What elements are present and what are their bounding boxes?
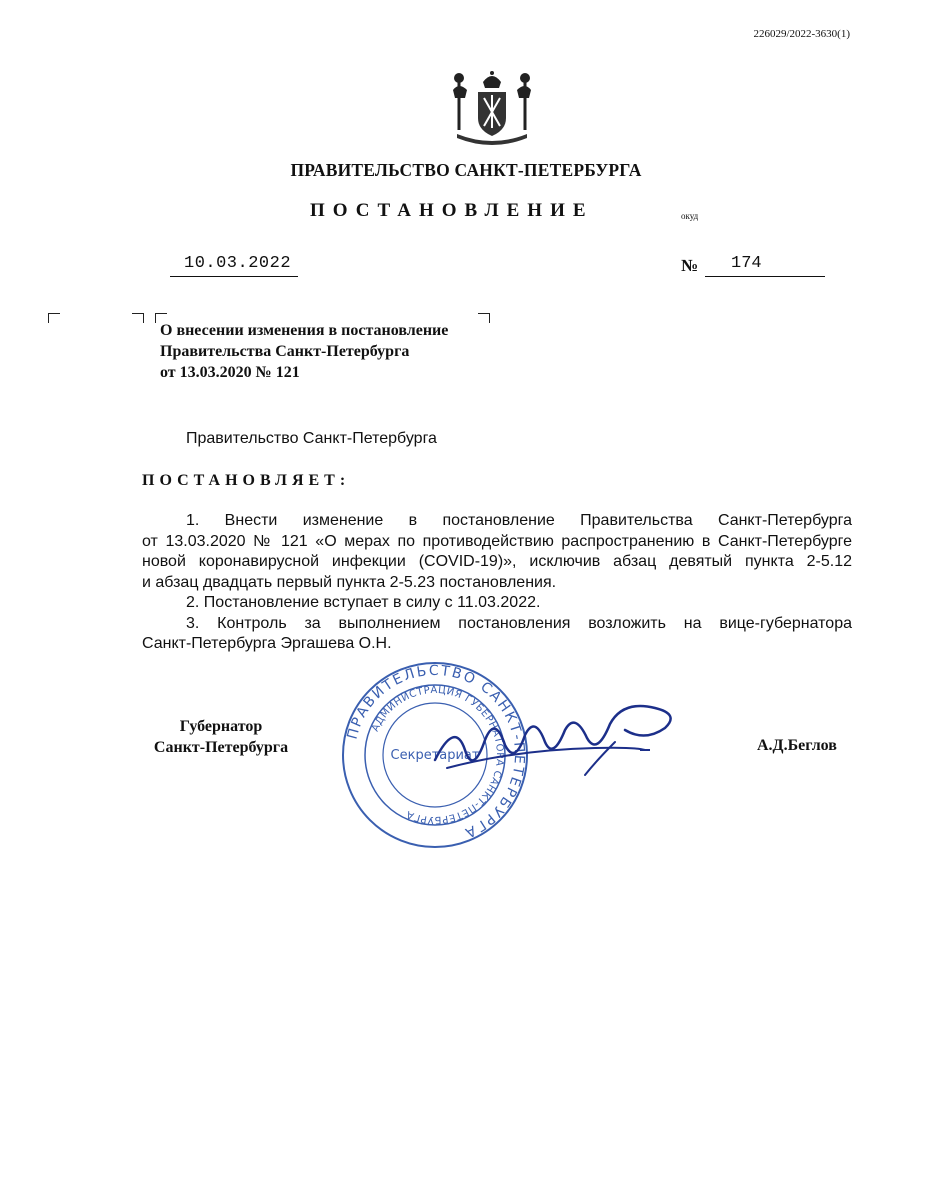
- document-subject: [160, 320, 448, 383]
- paragraph-line: новой коронавирусной инфекции (COVID-19)», исключив абзац девятый пункта 2-5.12: [142, 553, 852, 570]
- corner-mark: [478, 313, 490, 323]
- paragraph-item-2: 2. Постановление вступает в силу с 11.03.2022.: [186, 594, 541, 611]
- paragraph-item-3: 3. Контроль за выполнением постановления возложить на вице-губернатора: [186, 614, 852, 632]
- registration-number: 226029/2022-3630(1): [753, 28, 850, 40]
- date-field: [170, 254, 298, 277]
- issuer: Правительство Санкт-Петербурга: [186, 430, 437, 447]
- coat-of-arms-icon: [447, 68, 537, 148]
- document-number: 174: [731, 254, 762, 273]
- signatory-title-line: Губернатор: [179, 718, 263, 735]
- body-text: [142, 511, 852, 655]
- stamp-outer-text: ПРАВИТЕЛЬСТВО САНКТ-ПЕТЕРБУРГА: [344, 662, 528, 842]
- document-date: 10.03.2022: [184, 254, 292, 273]
- number-field: [705, 254, 825, 277]
- signature-icon: [425, 690, 705, 800]
- corner-mark: [48, 313, 60, 323]
- subject-line: О внесении изменения в постановление: [160, 322, 449, 339]
- corner-mark: [132, 313, 144, 323]
- number-label: №: [681, 256, 699, 275]
- paragraph-line: Санкт-Петербурга Эргашева О.Н.: [142, 635, 392, 652]
- document-type: ПОСТАНОВЛЕНИЕ: [310, 200, 594, 221]
- organization-title: ПРАВИТЕЛЬСТВО САНКТ-ПЕТЕРБУРГА: [290, 160, 642, 180]
- okud-label: окуд: [681, 211, 699, 221]
- paragraph-line: и абзац двадцать первый пункта 2-5.23 постановления.: [142, 573, 557, 591]
- subject-line: Правительства Санкт-Петербурга: [160, 343, 410, 360]
- stamp-inner-text: АДМИНИСТРАЦИЯ ГУБЕРНАТОРА САНКТ-ПЕТЕРБУРГА: [369, 684, 506, 826]
- subject-line: от 13.03.2020 № 121: [160, 364, 300, 381]
- signatory-title-line: Санкт-Петербурга: [153, 739, 289, 756]
- signatory-name: А.Д.Беглов: [757, 737, 837, 754]
- paragraph-item-1: 1. Внести изменение в постановление Правительства Санкт-Петербурга: [186, 512, 852, 529]
- stamp-center-text: Секретариат: [390, 748, 480, 763]
- signatory-title: [142, 716, 300, 758]
- paragraph-line: от 13.03.2020 № 121 «О мерах по противодействию распространению в Санкт-Петербурге: [142, 532, 852, 550]
- decree-word: ПОСТАНОВЛЯЕТ:: [142, 472, 351, 489]
